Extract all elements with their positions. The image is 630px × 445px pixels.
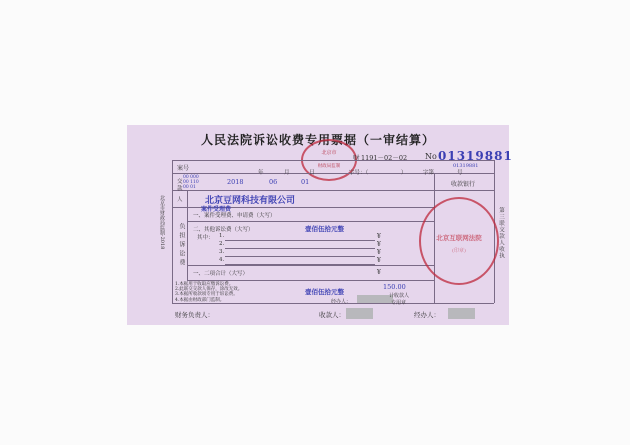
note-1: 1.本据用于收取应缴诉讼费。: [175, 282, 234, 287]
finance-seal-stamp: 北京市 财政局监制: [301, 139, 357, 181]
payer-label-2: 款: [177, 186, 183, 192]
right-stamp-sub: 专用章: [391, 300, 407, 306]
payer-label-3: 人: [177, 197, 183, 203]
subitem-1: 1.: [219, 233, 225, 239]
serial-number-small: 01319881: [453, 163, 479, 169]
date-month: 06: [269, 178, 278, 186]
subitem-4: 4.: [219, 257, 225, 263]
payer-code-3: 00 01: [183, 185, 196, 190]
redacted-handler: [448, 308, 475, 319]
right-stamp-label: 计收款人: [389, 293, 410, 299]
fee-row2-amount-words: 壹佰伍拾元整: [305, 225, 344, 233]
payer-label-1: 交: [177, 179, 183, 185]
case-word-label: 字号：（: [349, 170, 369, 176]
handler-label: 经办人：: [414, 311, 440, 319]
case-word-close: ）: [401, 170, 407, 176]
note-4: 4.本据由财政部门监制。: [175, 297, 225, 303]
notes: [175, 282, 242, 303]
finance-code-label: 财: [353, 154, 360, 162]
yen-symbol-4: ¥: [377, 257, 381, 264]
side-note-left: 北京市财政局监制·2018: [159, 195, 165, 250]
yen-symbol-total: ¥: [377, 269, 381, 276]
payer-code-1: 00 000: [183, 175, 199, 180]
note-2: 2.此联交交款人保存，涂改无效。: [175, 287, 243, 293]
yen-symbol-1: ¥: [377, 233, 381, 240]
finance-code: 1191－02－02: [361, 154, 408, 162]
side-note-right: 第三联交款人收执: [498, 207, 504, 259]
yen-symbol-3: ¥: [377, 249, 381, 256]
subitem-3: 3.: [219, 249, 225, 255]
date-month-label: 月: [284, 170, 290, 176]
subitem-label: 其中：: [197, 235, 214, 241]
serial-number: 01319881: [438, 149, 513, 163]
date-day-label: 日: [309, 170, 315, 176]
case-no-label: 案号: [177, 165, 190, 172]
receiver-label: 经办人：: [331, 299, 352, 305]
finance-manager-label: 财务负责人：: [175, 311, 214, 319]
fee-row1-label: 一、案件受理费、申请费（大写）: [193, 213, 276, 219]
payer-code-2: 00 110: [183, 180, 199, 185]
yen-symbol-2: ¥: [377, 241, 381, 248]
fee-row2-label: 二、其他诉讼费（大写）: [193, 227, 254, 233]
receipt-title: 人民法院诉讼收费专用票据（一审结算）: [200, 133, 435, 147]
fee-row1-handwritten: 案件受理费: [201, 206, 232, 213]
date-day: 01: [301, 178, 310, 186]
court-seal-stamp: 北京互联网法院 (印章): [419, 197, 499, 285]
date-year: 2018: [227, 178, 244, 186]
subitem-2: 2.: [219, 241, 225, 247]
court-fee-receipt: [127, 125, 513, 325]
payer-name: 北京豆网科技有限公司: [205, 196, 296, 206]
redacted-collector: [346, 308, 373, 319]
total-amount-figure: 150.00: [383, 283, 406, 291]
serial-no-label: No: [425, 152, 437, 161]
collector-label: 收款人：: [319, 311, 345, 319]
receiving-bank-label: 收款银行: [451, 181, 476, 188]
redacted-receiver: [357, 295, 393, 303]
note-3: 3.本据所收款项专用于诉讼费。: [175, 292, 238, 298]
case-word-suffix: 字第: [423, 170, 435, 176]
case-no-suffix: 号: [457, 170, 463, 176]
fees-side-label: 负担诉讼费: [178, 223, 185, 268]
date-year-label: 年: [258, 170, 264, 176]
total-amount-words: 壹佰伍拾元整: [305, 288, 344, 296]
total-label: 一、二项合计（大写）: [193, 271, 249, 277]
